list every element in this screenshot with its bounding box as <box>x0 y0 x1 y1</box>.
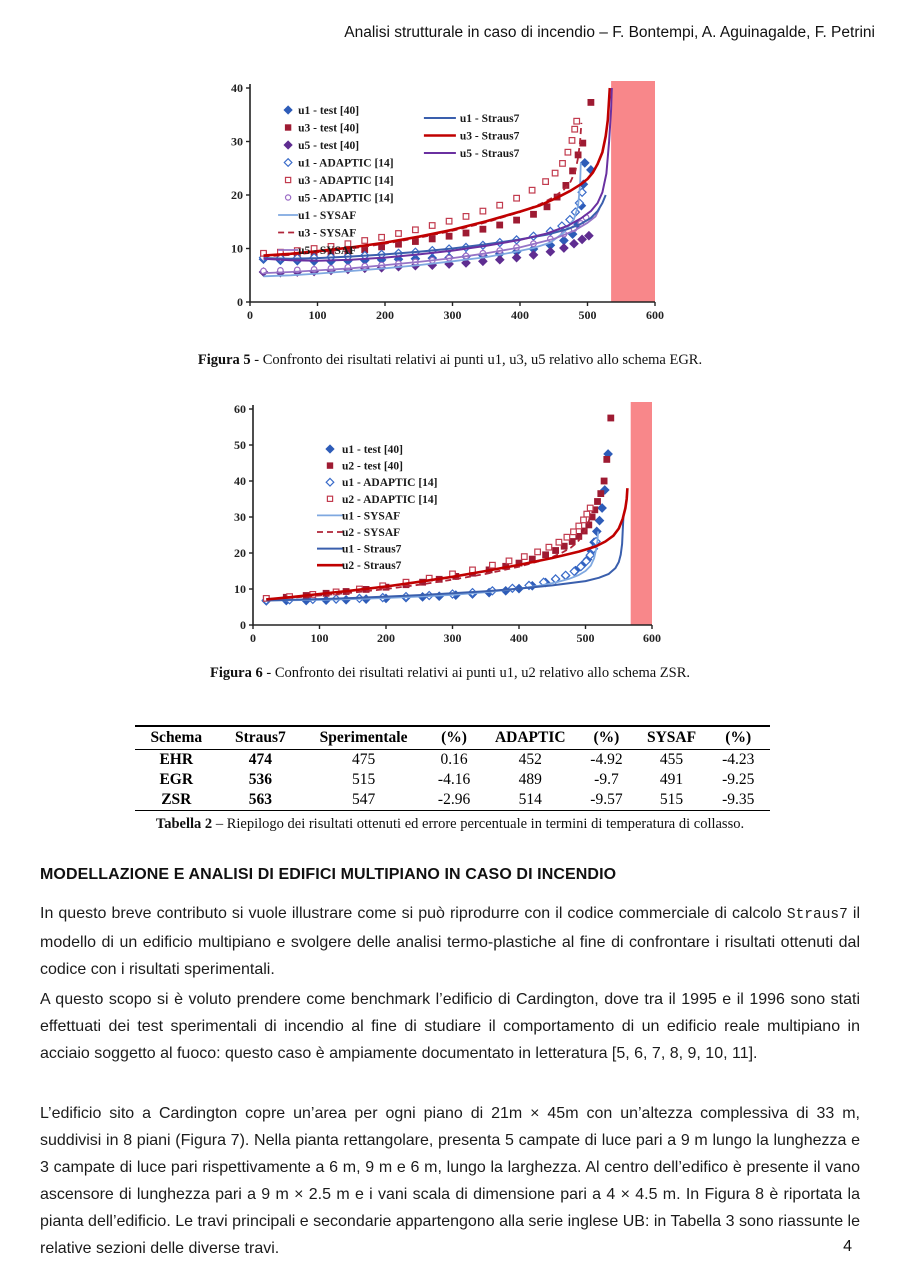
legend-label: u1 - test [40] <box>298 105 360 117</box>
paragraph-1 <box>40 900 860 983</box>
svg-text:400: 400 <box>511 308 529 322</box>
svg-text:60: 60 <box>234 402 246 416</box>
table-cell: 515 <box>637 790 707 811</box>
svg-text:30: 30 <box>234 510 246 524</box>
figure6-chart-svg <box>222 400 682 652</box>
svg-text:600: 600 <box>646 308 664 322</box>
svg-text:300: 300 <box>443 308 462 322</box>
figure6-caption-label: Figura 6 <box>209 665 263 681</box>
table-cell: 455 <box>659 751 684 768</box>
table-cell: 547 <box>303 790 424 811</box>
table-row <box>135 750 770 771</box>
table-cell: 475 <box>351 751 376 768</box>
svg-text:10: 10 <box>231 241 243 256</box>
svg-text:30: 30 <box>231 134 243 149</box>
svg-text:40: 40 <box>234 474 246 488</box>
paragraph-1-post: il modello di un edificio multipiano e svolgere delle analisi termo-plastiche al fine di confrontare i risultati ottenuti dal codice con i risultati sperimentali. <box>40 905 861 978</box>
table-cell: 515 <box>351 771 376 788</box>
svg-text:300: 300 <box>443 631 462 645</box>
svg-text:100: 100 <box>308 308 327 322</box>
svg-text:400: 400 <box>510 631 528 645</box>
figure6-chart <box>222 400 682 652</box>
table-header-cell: SYSAF <box>637 726 707 750</box>
figure5-caption <box>0 352 900 369</box>
table-cell: -4.23 <box>722 751 755 768</box>
figure5-caption-label: Figura 5 <box>197 352 251 368</box>
svg-text:0: 0 <box>237 295 243 309</box>
svg-text:0: 0 <box>240 618 246 632</box>
table-cell: 491 <box>659 771 684 788</box>
paragraph-3: L’edificio sito a Cardington copre un’area per ogni piano di 21m × 45m con un’altezza complessiva di 33 m, suddivisi in 8 piani (Figura 7). Nella pianta rettangolare, presenta 5 campate di luce pari a 9 m lungo la lunghezza e 3 campate di luce pari rispettivamente a 6 m, 9 m e 6 m, lungo la larghezza. Al centro dell’edifico è presente il vano ascensore di lunghezza pari a 9 m × 2.5 m e i vani scala di dimensione pari a 4 × 4.5 m. In Figura 8 è riportata la pianta dell’edificio. Le travi principali e secondarie appartengono alla serie inglese UB: in Tabella 3 sono riassunte le relative sezioni delle diverse travi. <box>40 1105 860 1257</box>
legend-label: u5 - Straus7 <box>459 148 520 160</box>
table-caption-text: – Riepilogo dei risultati ottenuti ed errore percentuale in termini di temperatura di collasso. <box>212 816 745 832</box>
table-cell: 536 <box>248 771 273 788</box>
figure5-chart-svg <box>225 78 680 336</box>
legend-label: u5 - ADAPTIC [14] <box>298 192 394 205</box>
table-cell: -9.7 <box>594 771 619 788</box>
page-number: 4 <box>843 1238 852 1255</box>
legend-label: u3 - Straus7 <box>459 130 520 143</box>
svg-text:600: 600 <box>643 631 661 645</box>
paragraph-1-pre: In questo breve contributo si vuole illustrare come si può riprodurre con il codice commerciale di calcolo <box>40 905 787 922</box>
table-header-cell: (%) <box>424 726 484 750</box>
table-cell: 474 <box>248 751 273 768</box>
svg-text:200: 200 <box>376 308 394 322</box>
table-cell: -4.16 <box>437 771 471 788</box>
legend-label: u3 - SYSAF <box>298 227 357 240</box>
legend-label: u5 - test [40] <box>298 140 360 152</box>
table-cell: -4.92 <box>590 751 623 768</box>
section-heading: MODELLAZIONE E ANALISI DI EDIFICI MULTIPIANO IN CASO DI INCENDIO <box>40 866 617 883</box>
legend-label: u1 - SYSAF <box>298 210 357 222</box>
legend-label: u2 - SYSAF <box>342 527 401 539</box>
table-header-cell: (%) <box>706 726 770 750</box>
table-cell: EGR <box>159 771 194 788</box>
legend-label: u3 - test [40] <box>298 122 360 135</box>
table-row <box>135 790 770 811</box>
legend-label: u2 - Straus7 <box>342 560 402 573</box>
table-header-cell: (%) <box>576 726 636 750</box>
svg-text:50: 50 <box>234 438 246 452</box>
paragraph-2: A questo scopo si è voluto prendere come benchmark l’edificio di Cardington, dove tra il 1995 e il 1996 sono stati effettuati dei test sperimentali di incendio al fine di studiare il comportamento di un edificio reale multipiano in acciaio soggetto al fuoco: questo caso è ampiamente documentato in letteratura [5, 6, 7, 8, 9, 10, 11]. <box>40 991 860 1062</box>
series-line <box>266 531 598 600</box>
table-cell: 514 <box>484 790 576 811</box>
legend-label: u1 - ADAPTIC [14] <box>342 477 438 490</box>
results-table <box>135 725 770 811</box>
svg-text:20: 20 <box>234 546 246 560</box>
svg-text:20: 20 <box>231 188 243 202</box>
figure6-caption <box>0 665 900 682</box>
running-header: Analisi strutturale in caso di incendio – F. Bontempi, A. Aguinagalde, F. Petrini <box>344 24 875 41</box>
series-scatter <box>264 415 614 601</box>
table-header-cell: Sperimentale <box>303 726 424 750</box>
series-line <box>266 517 623 601</box>
table-cell: 489 <box>518 771 542 788</box>
table-cell: -2.96 <box>424 790 484 811</box>
table-cell: EHR <box>159 751 194 768</box>
straus7-code-word: Straus7 <box>786 907 848 923</box>
figure5-caption-text: - Confronto dei risultati relativi ai punti u1, u3, u5 relativo allo schema EGR. <box>250 352 703 368</box>
table-row <box>135 770 770 790</box>
table-header-cell: Schema <box>135 726 218 750</box>
svg-text:0: 0 <box>250 631 256 645</box>
table-cell: 0.16 <box>440 751 468 768</box>
legend-label: u1 - Straus7 <box>342 543 402 556</box>
legend-label: u5 - SYSAF <box>298 245 357 257</box>
svg-text:40: 40 <box>231 81 243 95</box>
legend-label: u1 - test [40] <box>342 444 403 456</box>
table-cell: ZSR <box>135 790 218 811</box>
table-cell: -9.25 <box>722 771 755 788</box>
svg-text:10: 10 <box>234 582 246 596</box>
table-caption-label: Tabella 2 <box>155 816 213 832</box>
figure6-caption-text: - Confronto dei risultati relativi ai punti u1, u2 relativo allo schema ZSR. <box>262 665 691 681</box>
table-caption <box>0 816 900 833</box>
legend-label: u1 - ADAPTIC [14] <box>298 157 394 170</box>
legend-label: u2 - ADAPTIC [14] <box>342 493 438 506</box>
collapse-band <box>631 402 652 625</box>
collapse-band <box>611 81 655 302</box>
svg-text:0: 0 <box>247 308 253 322</box>
table-header-cell: ADAPTIC <box>484 726 576 750</box>
legend-label: u2 - test [40] <box>342 460 403 473</box>
table-cell: 563 <box>218 790 304 811</box>
table-cell: -9.57 <box>576 790 636 811</box>
table-cell: 452 <box>518 751 542 768</box>
legend-label: u1 - Straus7 <box>459 113 520 125</box>
svg-text:500: 500 <box>576 631 595 645</box>
svg-text:100: 100 <box>310 631 329 645</box>
legend-label: u3 - ADAPTIC [14] <box>298 175 394 187</box>
table-cell: -9.35 <box>706 790 770 811</box>
svg-text:500: 500 <box>578 308 597 322</box>
table-header-cell: Straus7 <box>218 726 304 750</box>
figure5-chart <box>225 78 680 336</box>
svg-text:200: 200 <box>377 631 395 645</box>
table-header-row <box>135 726 770 750</box>
legend-label: u1 - SYSAF <box>342 510 401 523</box>
